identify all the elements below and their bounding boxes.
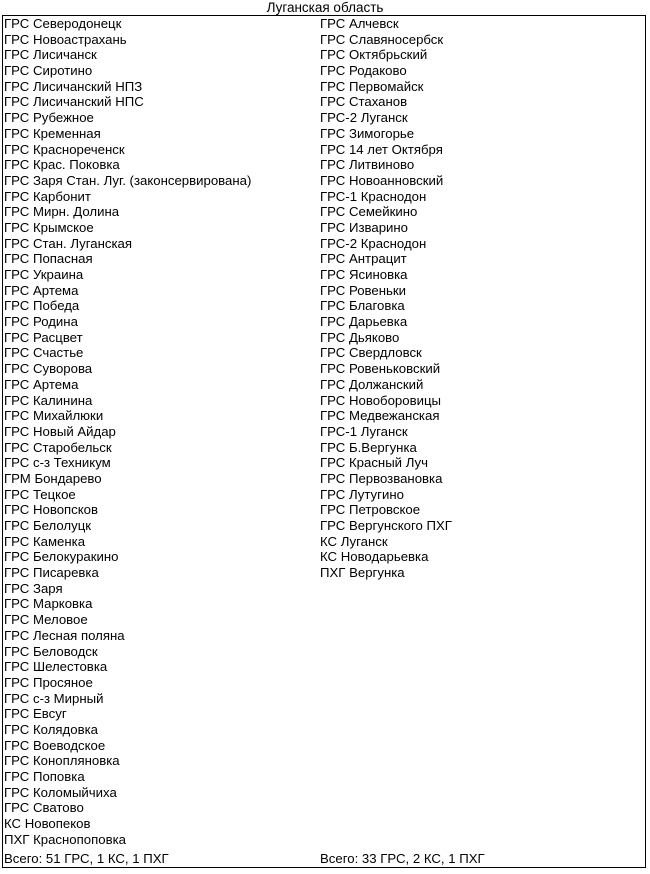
list-item: ГРС Новопсков — [4, 502, 99, 518]
list-item: ГРС Красный Луч — [320, 455, 428, 471]
list-item: ГРС Рубежное — [4, 110, 94, 126]
list-item: ГРС Благовка — [320, 298, 405, 314]
list-item: ГРС Белокуракино — [4, 549, 119, 565]
list-item: КС Луганск — [320, 533, 388, 549]
list-item: ГРС Михайлюки — [4, 408, 104, 424]
list-item: ГРС Алчевск — [320, 16, 399, 31]
list-item: ГРС Коломыйчиха — [4, 784, 117, 800]
list-item: ГРС Вергунского ПХГ — [320, 518, 452, 533]
list-item: ГРС Беловодск — [4, 643, 98, 659]
list-item: КС Новопеков — [4, 816, 91, 832]
list-item: ГРС Славяносербск — [320, 31, 444, 47]
list-item: ГРС Кременная — [4, 125, 101, 141]
list-item: ГРС Попасная — [4, 251, 93, 267]
list-item: ГРС Украина — [4, 267, 84, 282]
list-item: ГРС Стаханов — [320, 94, 408, 110]
list-item: ГРС Ровеньковский — [320, 361, 441, 377]
list-item: ГРС Сватово — [4, 800, 84, 816]
list-item: ГРС-1 Луганск — [320, 423, 408, 439]
list-item: ГРС Дарьевка — [320, 314, 408, 330]
list-item: ГРС Евсуг — [4, 706, 67, 722]
list-item: ГРС Новый Айдар — [4, 423, 116, 439]
list-item: ГРС Б.Вергунка — [320, 439, 417, 455]
list-item: ГРС Конопляновка — [4, 753, 120, 769]
list-item: ГРС Ясиновка — [320, 267, 408, 282]
list-item: ГРС Каменка — [4, 533, 86, 549]
list-item: ГРС Родина — [4, 314, 78, 330]
list-item: ГРС Петровское — [320, 502, 421, 518]
list-item: ГРС Литвиново — [320, 157, 415, 173]
list-item: ГРС Карбонит — [4, 188, 91, 204]
list-item: ПХГ Краснопоповка — [4, 831, 126, 847]
list-item: ГРС Ровеньки — [320, 282, 407, 298]
list-item: ГРС Лесная поляна — [4, 627, 125, 643]
list-item: ГРС Семейкино — [320, 204, 418, 220]
list-item: ГРС Колядовка — [4, 721, 98, 737]
list-item: ГРС Новоастрахань — [4, 31, 127, 47]
list-item: ГРС Новоанновский — [320, 172, 444, 188]
list-item: ГРС Лисичанский НПС — [4, 94, 144, 110]
list-item: ГРС Воеводское — [4, 737, 106, 753]
list-item: ГРС Меловое — [4, 612, 88, 628]
list-item: ГРС Марковка — [4, 596, 93, 612]
list-item: ГРС Свердловск — [320, 345, 422, 361]
list-item: ГРС Стан. Луганская — [4, 235, 132, 251]
list-item: ГРС Счастье — [4, 345, 84, 361]
list-item: ГРС с-з Техникум — [4, 455, 111, 471]
right-column-total: Всего: 33 ГРС, 2 КС, 1 ПХГ — [320, 851, 485, 866]
list-item: ГРС Краснореченск — [4, 141, 125, 157]
list-item: ГРС Тецкое — [4, 486, 76, 502]
list-item: ГРС Новоборовицы — [320, 392, 441, 408]
right-column-list — [320, 16, 640, 581]
list-item: ГРС Первомайск — [320, 78, 424, 94]
list-item: ГРС Лисичанск — [4, 47, 97, 63]
list-item: ГРС-2 Краснодон — [320, 235, 427, 251]
page-title: Луганская область — [266, 0, 384, 15]
list-item: ГРС Шелестовка — [4, 659, 108, 675]
list-item: ГРС Лисичанский НПЗ — [4, 78, 143, 94]
list-item: ГРС-1 Краснодон — [320, 188, 427, 204]
list-item: ГРС Дьяково — [320, 329, 400, 345]
list-item: ГРС Поповка — [4, 769, 85, 784]
list-item: ГРС Суворова — [4, 361, 93, 377]
list-item: ГРС-2 Луганск — [320, 110, 408, 126]
list-item: ГРС Победа — [4, 298, 80, 314]
list-item: ГРС Артема — [4, 376, 79, 392]
list-item: ГРС Сиротино — [4, 63, 93, 79]
list-item: ГРС Зимогорье — [320, 125, 415, 141]
list-item: ГРС Медвежанская — [320, 408, 440, 424]
list-item: ГРС Калинина — [4, 392, 93, 408]
list-item: ГРС Белолуцк — [4, 518, 92, 533]
list-item: ГРС Родаково — [320, 63, 407, 79]
left-column-total: Всего: 51 ГРС, 1 КС, 1 ПХГ — [4, 851, 169, 866]
list-item: ГРС Крымское — [4, 219, 94, 235]
list-item: ГРС 14 лет Октября — [320, 141, 443, 157]
list-item: ГРС Артема — [4, 282, 79, 298]
left-column-list — [4, 16, 312, 847]
list-item: ГРС Крас. Поковка — [4, 157, 120, 173]
list-item: ГРС Октябрьский — [320, 47, 428, 63]
list-item: ГРС Старобельск — [4, 439, 112, 455]
list-item: ГРС Писаревка — [4, 565, 99, 581]
list-item: ГРС Изварино — [320, 219, 409, 235]
list-item: ГРС Антрацит — [320, 251, 407, 267]
list-item: ГРМ Бондарево — [4, 470, 102, 486]
list-item: ГРС с-з Мирный — [4, 690, 104, 706]
list-item: ГРС Заря Стан. Луг. (законсервирована) — [4, 172, 252, 188]
list-item: КС Новодарьевка — [320, 549, 429, 565]
list-item: ГРС Расцвет — [4, 329, 83, 345]
list-item: ГРС Северодонецк — [4, 16, 122, 31]
list-item: ГРС Просяное — [4, 674, 93, 690]
list-item: ГРС Заря — [4, 580, 63, 596]
list-item: ГРС Должанский — [320, 376, 424, 392]
list-item: ГРС Лутугино — [320, 486, 404, 502]
list-item: ГРС Первозвановка — [320, 470, 443, 486]
list-item: ПХГ Вергунка — [320, 565, 405, 581]
list-item: ГРС Мирн. Долина — [4, 204, 120, 220]
